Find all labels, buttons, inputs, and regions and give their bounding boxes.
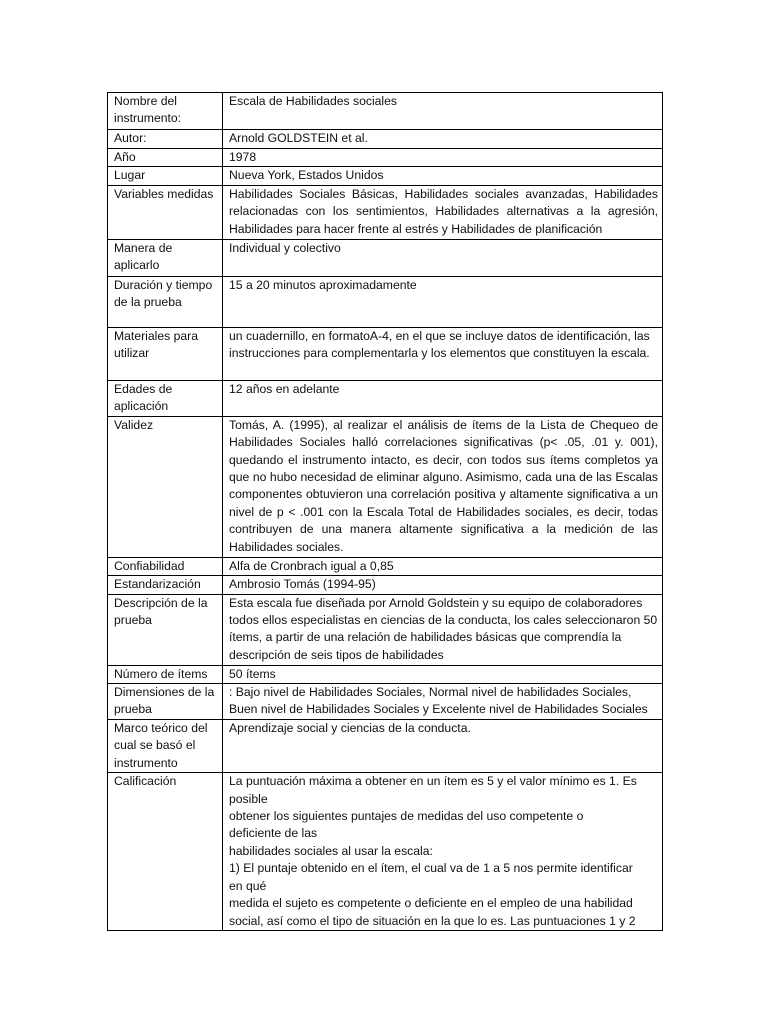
row-label: Estandarización bbox=[108, 576, 223, 594]
row-label: Edades de aplicación bbox=[108, 380, 223, 416]
row-value: 50 ítems bbox=[223, 665, 663, 683]
table-row bbox=[108, 684, 663, 720]
row-value: 1978 bbox=[223, 149, 663, 167]
document-page bbox=[107, 92, 662, 931]
instrument-spec-table bbox=[107, 92, 663, 931]
table-row bbox=[108, 93, 663, 130]
table-row bbox=[108, 416, 663, 557]
table-row bbox=[108, 720, 663, 773]
row-value: Alfa de Cronbrach igual a 0,85 bbox=[223, 557, 663, 575]
row-label: Marco teórico del cual se basó el instrumento bbox=[108, 720, 223, 773]
row-value: Arnold GOLDSTEIN et al. bbox=[223, 130, 663, 149]
scoring-line: 1) El puntaje obtenido en el ítem, el cual va de 1 a 5 nos permite identificar bbox=[229, 861, 633, 876]
scoring-line: deficiente de las bbox=[229, 826, 318, 841]
table-row bbox=[108, 665, 663, 683]
row-value: Nueva York, Estados Unidos bbox=[223, 167, 663, 185]
row-label: Dimensiones de la prueba bbox=[108, 684, 223, 720]
row-label: Calificación bbox=[108, 773, 223, 931]
row-value: Ambrosio Tomás (1994-95) bbox=[223, 576, 663, 594]
row-label: Lugar bbox=[108, 167, 223, 185]
row-label: Confiabilidad bbox=[108, 557, 223, 575]
table-row bbox=[108, 380, 663, 416]
row-value: 15 a 20 minutos aproximadamente bbox=[223, 276, 663, 327]
table-row bbox=[108, 773, 663, 931]
scoring-line: posible bbox=[229, 791, 268, 806]
row-label: Materiales para utilizar bbox=[108, 327, 223, 380]
row-value: Aprendizaje social y ciencias de la conducta. bbox=[223, 720, 663, 773]
table-row bbox=[108, 276, 663, 327]
row-label: Número de ítems bbox=[108, 665, 223, 683]
row-value: Escala de Habilidades sociales bbox=[223, 93, 663, 130]
table-row bbox=[108, 130, 663, 149]
row-label: Descripción de la prueba bbox=[108, 594, 223, 665]
row-value: un cuadernillo, en formatoA-4, en el que se incluye datos de identificación, las instrucciones para complementarla y los elementos que constituyen la escala. bbox=[223, 327, 663, 380]
scoring-line: en qué bbox=[229, 878, 267, 893]
scoring-line: obtener los siguientes puntajes de medidas del uso competente o bbox=[229, 809, 584, 824]
table-row bbox=[108, 557, 663, 575]
scoring-line: social, así como el tipo de situación en la que lo es. Las puntuaciones 1 y 2 bbox=[229, 913, 636, 928]
row-value bbox=[223, 773, 663, 931]
row-label: Manera de aplicarlo bbox=[108, 239, 223, 276]
row-label: Duración y tiempo de la prueba bbox=[108, 276, 223, 327]
row-value: Habilidades Sociales Básicas, Habilidades sociales avanzadas, Habilidades relacionadas con los sentimientos, Habilidades alternativas a la agresión, Habilidades para hacer frente al estrés y Habilidades de planificación bbox=[223, 185, 663, 239]
table-row bbox=[108, 576, 663, 594]
scoring-line: medida el sujeto es competente o deficiente en el empleo de una habilidad bbox=[229, 896, 633, 911]
row-value: Esta escala fue diseñada por Arnold Goldstein y su equipo de colaboradores todos ellos especialistas en ciencias de la conducta, los cales seleccionaron 50 ítems, a partir de una relación de habilidades básicas que comprendía la descripción de seis tipos de habilidades bbox=[223, 594, 663, 665]
row-label: Autor: bbox=[108, 130, 223, 149]
table-row bbox=[108, 149, 663, 167]
row-label: Nombre del instrumento: bbox=[108, 93, 223, 130]
row-value: 12 años en adelante bbox=[223, 380, 663, 416]
table-row bbox=[108, 167, 663, 185]
table-row bbox=[108, 185, 663, 239]
row-value: Individual y colectivo bbox=[223, 239, 663, 276]
row-value: Tomás, A. (1995), al realizar el análisis de ítems de la Lista de Chequeo de Habilidades Sociales halló correlaciones significativas (p< .05, .01 y. 001), quedando el instrumento intacto, es decir, con todos sus ítems completos ya que no hubo necesidad de eliminar alguno. Asimismo, cada una de las Escalas componentes obtuvieron una correlación positiva y altamente significativa a un nivel de p < .001 con la Escala Total de Habilidades sociales, es decir, todas contribuyen de una manera altamente significativa a la medición de las Habilidades sociales. bbox=[223, 416, 663, 557]
scoring-line: La puntuación máxima a obtener en un ítem es 5 y el valor mínimo es 1. Es bbox=[229, 774, 637, 789]
row-label: Validez bbox=[108, 416, 223, 557]
table-row bbox=[108, 239, 663, 276]
scoring-line: habilidades sociales al usar la escala: bbox=[229, 843, 433, 858]
row-label: Variables medidas bbox=[108, 185, 223, 239]
table-row bbox=[108, 327, 663, 380]
table-row bbox=[108, 594, 663, 665]
row-value: : Bajo nivel de Habilidades Sociales, Normal nivel de habilidades Sociales, Buen nivel de Habilidades Sociales y Excelente nivel de Habilidades Sociales bbox=[223, 684, 663, 720]
row-label: Año bbox=[108, 149, 223, 167]
